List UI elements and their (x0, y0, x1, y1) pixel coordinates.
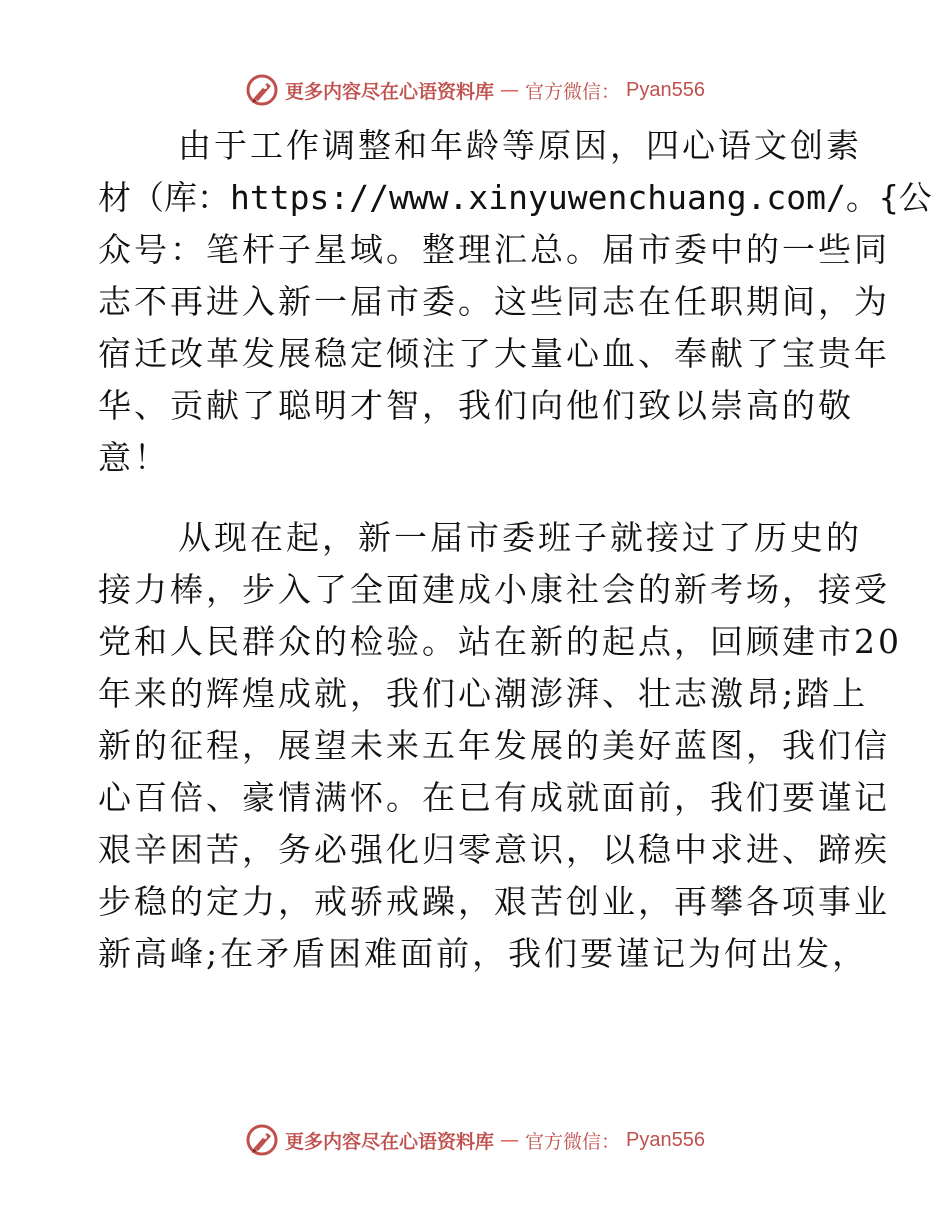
text-line: 党和人民群众的检验。站在新的起点，回顾建市20 (98, 622, 902, 661)
header-banner (0, 70, 950, 110)
banner-wechat-label: 官方微信： (525, 80, 621, 103)
pen-logo-icon (245, 73, 279, 107)
text-line: 接力棒，步入了全面建成小康社会的新考场，接受 (98, 570, 890, 609)
text-line: 心百倍、豪情满怀。在已有成就面前，我们要谨记 (98, 778, 890, 817)
text-line: 步稳的定力，戒骄戒躁，艰苦创业，再攀各项事业 (98, 882, 890, 921)
pen-logo-icon (245, 1123, 279, 1157)
footer-banner (0, 1120, 950, 1160)
paragraph (98, 120, 932, 484)
banner-wechat-id: Pyan556 (626, 78, 705, 101)
banner-brand-text: 更多内容尽在心语资料库 (285, 1130, 495, 1153)
text-line: 宿迁改革发展稳定倾注了大量心血、奉献了宝贵年 (98, 334, 890, 373)
banner-brand-text: 更多内容尽在心语资料库 (285, 80, 495, 103)
paragraph-gap (98, 484, 858, 512)
text-line: 众号：笔杆子星域。整理汇总。届市委中的一些同 (98, 230, 890, 269)
text-line: 从现在起，新一届市委班子就接过了历史的 (178, 518, 862, 557)
text-line: 新高峰;在矛盾困难面前，我们要谨记为何出发， (98, 934, 869, 973)
text-line: 意！ (98, 438, 170, 477)
banner-wechat-label: 官方微信： (525, 1130, 621, 1153)
banner-separator: — (500, 1129, 520, 1151)
paragraph (98, 512, 902, 980)
text-line: 新的征程，展望未来五年发展的美好蓝图，我们信 (98, 726, 890, 765)
body-text (98, 120, 932, 980)
banner-wechat-id: Pyan556 (626, 1128, 705, 1151)
text-line: 由于工作调整和年龄等原因，四心语文创素 (178, 126, 862, 165)
text-line: 艰辛困苦，务必强化归零意识，以稳中求进、蹄疾 (98, 830, 890, 869)
text-line: 志不再进入新一届市委。这些同志在任职期间，为 (98, 282, 890, 321)
banner-separator: — (500, 79, 520, 101)
text-line: 材（库：https://www.xinyuwenchuang.com/。{公 (98, 178, 932, 217)
text-line: 华、贡献了聪明才智，我们向他们致以崇高的敬 (98, 386, 854, 425)
text-line: 年来的辉煌成就，我们心潮澎湃、壮志激昂;踏上 (98, 674, 869, 713)
